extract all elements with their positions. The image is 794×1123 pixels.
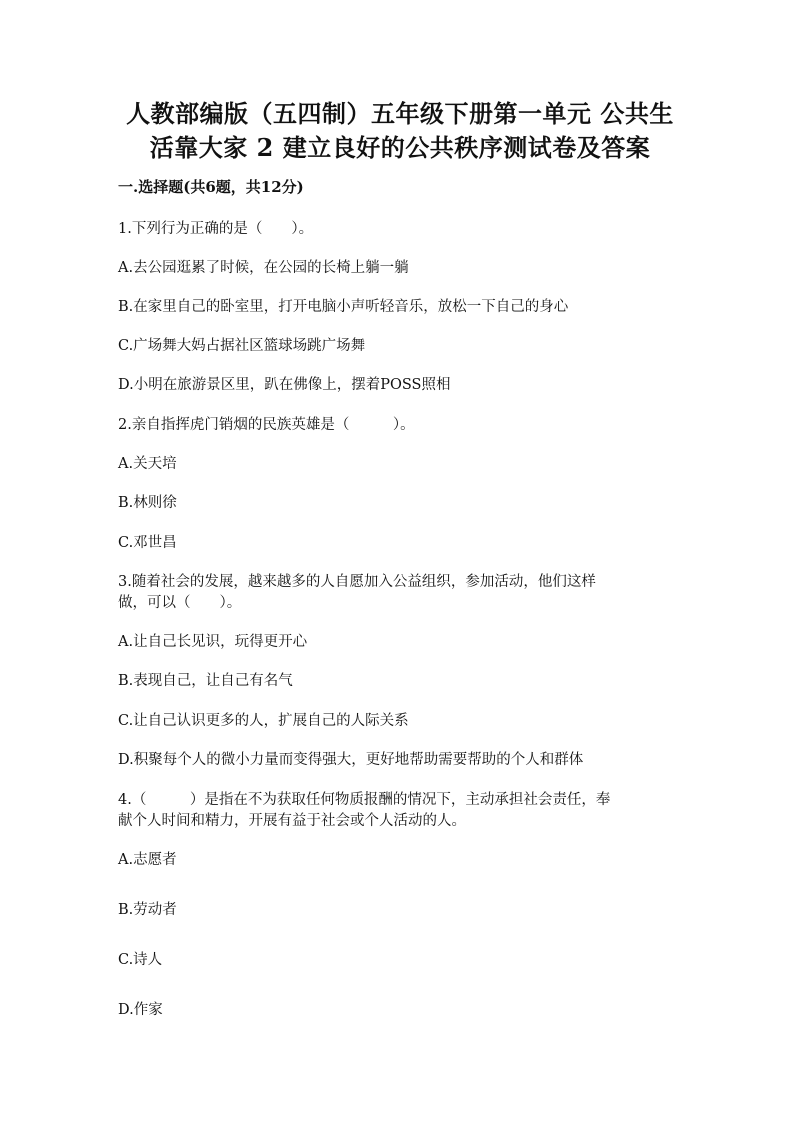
question-3-option-d: D.积聚每个人的微小力量而变得强大，更好地帮助需要帮助的个人和群体 [118, 752, 584, 768]
question-4-option-b: B.劳动者 [118, 902, 177, 918]
question-4-option-c: C.诗人 [118, 952, 163, 968]
question-1-option-c: C.广场舞大妈占据社区篮球场跳广场舞 [118, 338, 366, 354]
document-title-line-1: 人教部编版（五四制）五年级下册第一单元 公共生 [126, 99, 674, 128]
question-2-option-c: C.邓世昌 [118, 535, 177, 551]
question-2-option-b: B.林则徐 [118, 495, 177, 511]
question-3-stem-line-1: 3.随着社会的发展，越来越多的人自愿加入公益组织，参加活动，他们这样 [118, 574, 596, 590]
question-2-stem: 2.亲自指挥虎门销烟的民族英雄是（ ）。 [118, 417, 415, 433]
question-4-stem-line-1: 4.（ ）是指在不为获取任何物质报酬的情况下，主动承担社会责任，奉 [118, 792, 611, 808]
question-3-option-b: B.表现自己，让自己有名气 [118, 673, 293, 689]
question-4-stem-line-2: 献个人时间和精力，开展有益于社会或个人活动的人。 [118, 813, 466, 829]
question-3-option-a: A.让自己长见识，玩得更开心 [118, 634, 308, 650]
question-1-stem: 1.下列行为正确的是（ ）。 [118, 221, 314, 237]
document-title-line-2: 活靠大家 2 建立良好的公共秩序测试卷及答案 [149, 133, 651, 162]
question-4-option-a: A.志愿者 [118, 852, 177, 868]
section-header: 一.选择题(共6题，共12分) [118, 178, 304, 196]
question-3-stem-line-2: 做，可以（ ）。 [118, 595, 242, 611]
question-1-option-a: A.去公园逛累了时候，在公园的长椅上躺一躺 [118, 260, 409, 276]
question-2-option-a: A.关天培 [118, 456, 177, 472]
question-1-option-b: B.在家里自己的卧室里，打开电脑小声听轻音乐，放松一下自己的身心 [118, 299, 569, 315]
question-3-option-c: C.让自己认识更多的人，扩展自己的人际关系 [118, 713, 409, 729]
question-1-option-d: D.小明在旅游景区里，趴在佛像上，摆着POSS照相 [118, 377, 451, 393]
question-4-option-d: D.作家 [118, 1002, 163, 1018]
